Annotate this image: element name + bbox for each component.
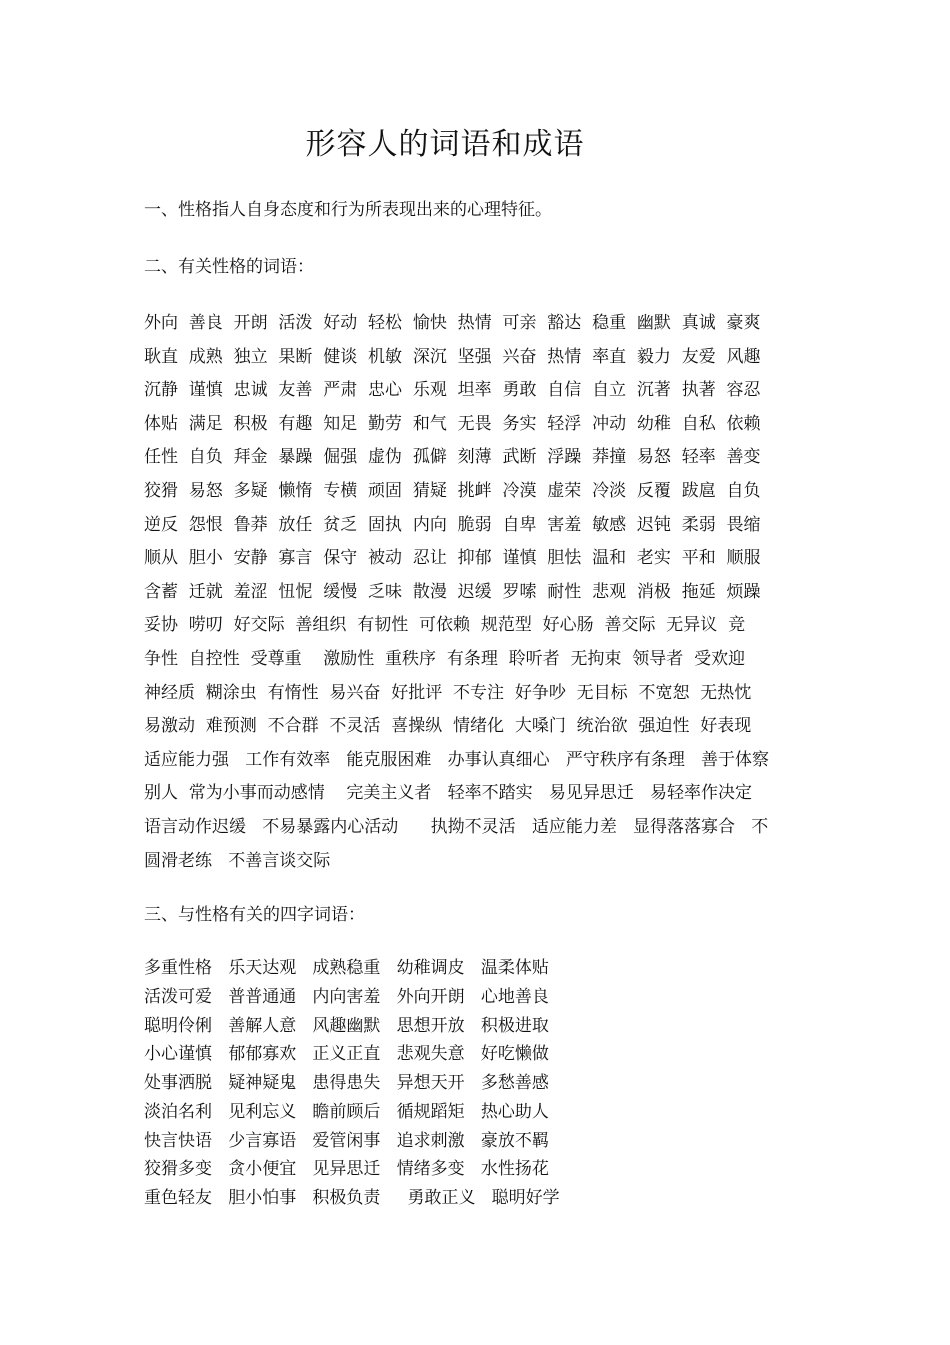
idiom-line: 淡泊名利 见利忘义 瞻前顾后 循规蹈矩 热心助人 (144, 1101, 549, 1122)
idiom-line: 处事洒脱 疑神疑鬼 患得患失 异想天开 多愁善感 (144, 1073, 549, 1093)
word-line: 易激动 难预测 不合群 不灵活 喜操纵 情绪化 大嗓门 统治欲 强迫性 好表现 (144, 716, 752, 737)
idiom-line: 重色轻友 胆小怕事 积极负责 勇敢正义 聪明好学 (144, 1188, 560, 1208)
word-line: 含蓄 迁就 羞涩 忸怩 缓慢 乏味 散漫 迟缓 罗嗦 耐性 悲观 消极 拖延 烦躁 (144, 581, 761, 602)
word-line: 耿直 成熟 独立 果断 健谈 机敏 深沉 坚强 兴奋 热情 率直 毅力 友爱 风趣 (144, 346, 761, 367)
section-3-heading: 三、与性格有关的四字词语： (144, 905, 365, 925)
idiom-line: 狡猾多变 贪小便宜 见异思迁 情绪多变 水性扬花 (144, 1159, 549, 1180)
word-line: 争性 自控性 受尊重 激励性 重秩序 有条理 聆听者 无拘束 领导者 受欢迎 (144, 648, 746, 669)
word-line: 体贴 满足 积极 有趣 知足 勤劳 和气 无畏 务实 轻浮 冲动 幼稚 自私 依赖 (144, 413, 761, 434)
idiom-line: 快言快语 少言寡语 爱管闲事 追求刺激 豪放不羁 (144, 1130, 549, 1151)
idiom-line: 小心谨慎 郁郁寡欢 正义正直 悲观失意 好吃懒做 (144, 1044, 549, 1065)
section-2-heading: 二、有关性格的词语： (144, 257, 314, 277)
word-line: 圆滑老练 不善言谈交际 (144, 850, 331, 871)
section-2-word-list (144, 310, 824, 881)
word-line: 神经质 糊涂虫 有惰性 易兴奋 好批评 不专注 好争吵 无目标 不宽恕 无热忱 (144, 682, 752, 703)
word-line: 狡猾 易怒 多疑 懒惰 专横 顽固 猜疑 挑衅 冷漠 虚荣 冷淡 反覆 跋扈 自负 (144, 480, 761, 501)
page-title: 形容人的词语和成语 (305, 127, 585, 162)
section-3-idiom-list (144, 955, 824, 1214)
section-1-definition: 一、性格指人自身态度和行为所表现出来的心理特征。 (144, 200, 552, 220)
word-line: 妥协 唠叨 好交际 善组织 有韧性 可依赖 规范型 好心肠 善交际 无异议 竞 (144, 615, 746, 636)
word-line: 外向 善良 开朗 活泼 好动 轻松 愉快 热情 可亲 豁达 稳重 幽默 真诚 豪爽 (144, 313, 761, 333)
idiom-line: 聪明伶俐 善解人意 风趣幽默 思想开放 积极进取 (144, 1015, 549, 1036)
word-line: 逆反 怨恨 鲁莽 放任 贫乏 固执 内向 脆弱 自卑 害羞 敏感 迟钝 柔弱 畏缩 (144, 514, 761, 535)
idiom-line: 活泼可爱 普普通通 内向害羞 外向开朗 心地善良 (144, 986, 549, 1007)
idiom-line: 多重性格 乐天达观 成熟稳重 幼稚调皮 温柔体贴 (144, 958, 549, 978)
word-line: 顺从 胆小 安静 寡言 保守 被动 忍让 抑郁 谨慎 胆怯 温和 老实 平和 顺服 (144, 548, 761, 569)
word-line: 沉静 谨慎 忠诚 友善 严肃 忠心 乐观 坦率 勇敢 自信 自立 沉著 执著 容忍 (144, 380, 761, 401)
word-line: 语言动作迟缓 不易暴露内心活动 执拗不灵活 适应能力差 显得落落寡合 不 (144, 816, 769, 837)
word-line: 适应能力强 工作有效率 能克服困难 办事认真细心 严守秩序有条理 善于体察 (144, 749, 770, 770)
word-line: 别人 常为小事而动感情 完美主义者 轻率不踏实 易见异思迁 易轻率作决定 (144, 783, 753, 804)
word-line: 任性 自负 拜金 暴躁 倔强 虚伪 孤僻 刻薄 武断 浮躁 莽撞 易怒 轻率 善变 (144, 447, 761, 468)
